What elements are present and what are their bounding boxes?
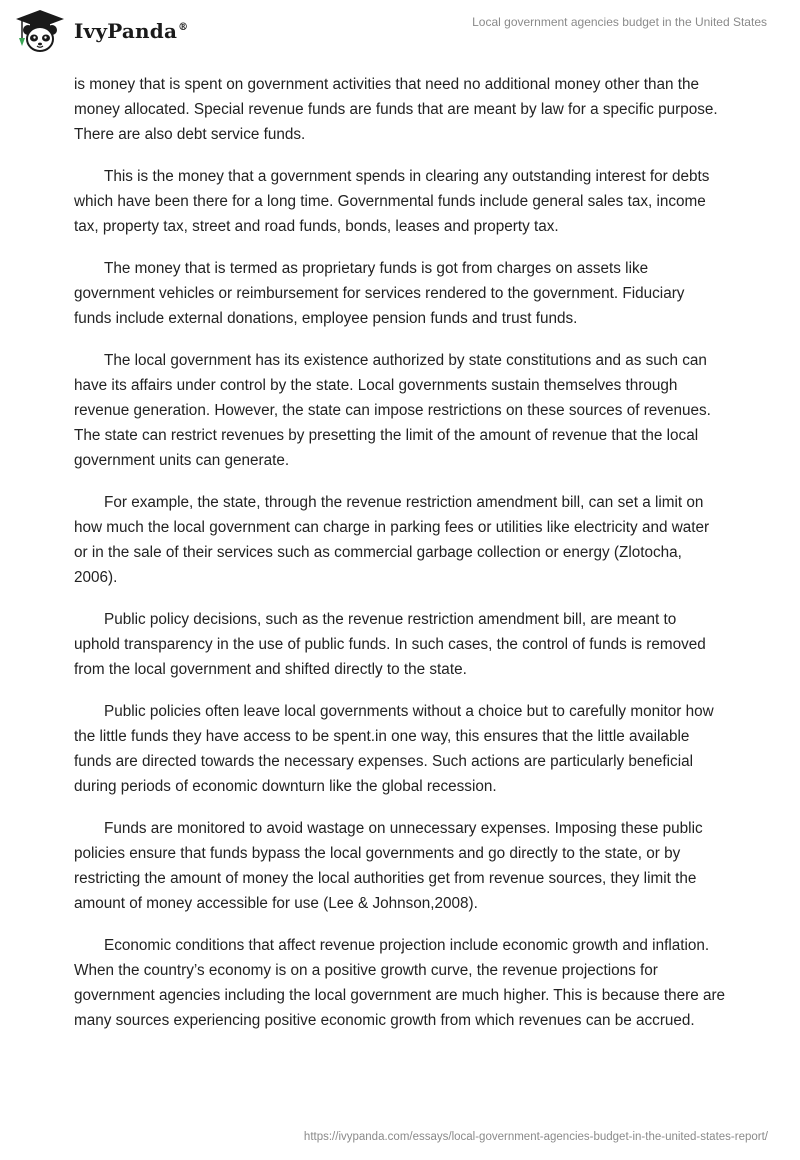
paragraph: Economic conditions that affect revenue projection include economic growth and inflation. When the country’s economy is on a positive growth curve, the revenue projections for government agencies including the local government are much higher. This is because there are many sources experiencing positive economic growth from which revenues can be accrued.: [74, 937, 726, 1029]
paragraph: The local government has its existence authorized by state constitutions and as such can have its affairs under control by the state. Local governments sustain themselves through revenue generation. However, the state can impose restrictions on these sources of revenues. The state can restrict revenues by presetting the limit of the amount of revenue that the local government units can generate.: [74, 352, 711, 469]
paragraph: This is the money that a government spends in clearing any outstanding interest for debts which have been there for a long time. Governmental funds include general sales tax, income tax, property tax, street and road funds, bonds, leases and property tax.: [74, 168, 710, 235]
brand-name: IvyPanda®: [74, 19, 189, 43]
paragraph: Public policy decisions, such as the revenue restriction amendment bill, are meant to uphold transparency in the use of public funds. In such cases, the control of funds is removed from the local government and shifted directly to the state.: [74, 611, 706, 678]
page-header: [0, 0, 800, 60]
registered-mark: ®: [178, 22, 189, 34]
brand-logo[interactable]: [14, 8, 188, 54]
essay-body: [74, 72, 726, 1050]
paragraph: Public policies often leave local governments without a choice but to carefully monitor how the little funds they have access to be spent.in one way, this ensures that the little available funds are directed towards the necessary expenses. Such actions are particularly beneficial during periods of economic downturn like the global recession.: [74, 703, 714, 795]
paragraph: Funds are monitored to avoid wastage on unnecessary expenses. Imposing these public policies ensure that funds bypass the local governments and go directly to the state, or by restricting the amount of money the local authorities get from revenue sources, they limit the amount of money accessible for use (Lee & Johnson,2008).: [74, 820, 703, 912]
paragraph: The money that is termed as proprietary funds is got from charges on assets like government vehicles or reimbursement for services rendered to the government. Fiduciary funds include external donations, employee pension funds and trust funds.: [74, 260, 685, 327]
paragraph: For example, the state, through the revenue restriction amendment bill, can set a limit on how much the local government can charge in parking fees or utilities like electricity and water or in the sale of their services such as commercial garbage collection or energy (Zlotocha, 2006).: [74, 494, 710, 586]
source-url-link[interactable]: https://ivypanda.com/essays/local-government-agencies-budget-in-the-united-states-report/: [303, 1131, 768, 1143]
document-title: Local government agencies budget in the United States: [472, 15, 767, 29]
panda-graduate-logo-icon: [14, 8, 66, 54]
paragraph: is money that is spent on government activities that need no additional money other than the money allocated. Special revenue funds are funds that are meant by law for a specific purpose. There are also debt service funds.: [74, 76, 718, 143]
